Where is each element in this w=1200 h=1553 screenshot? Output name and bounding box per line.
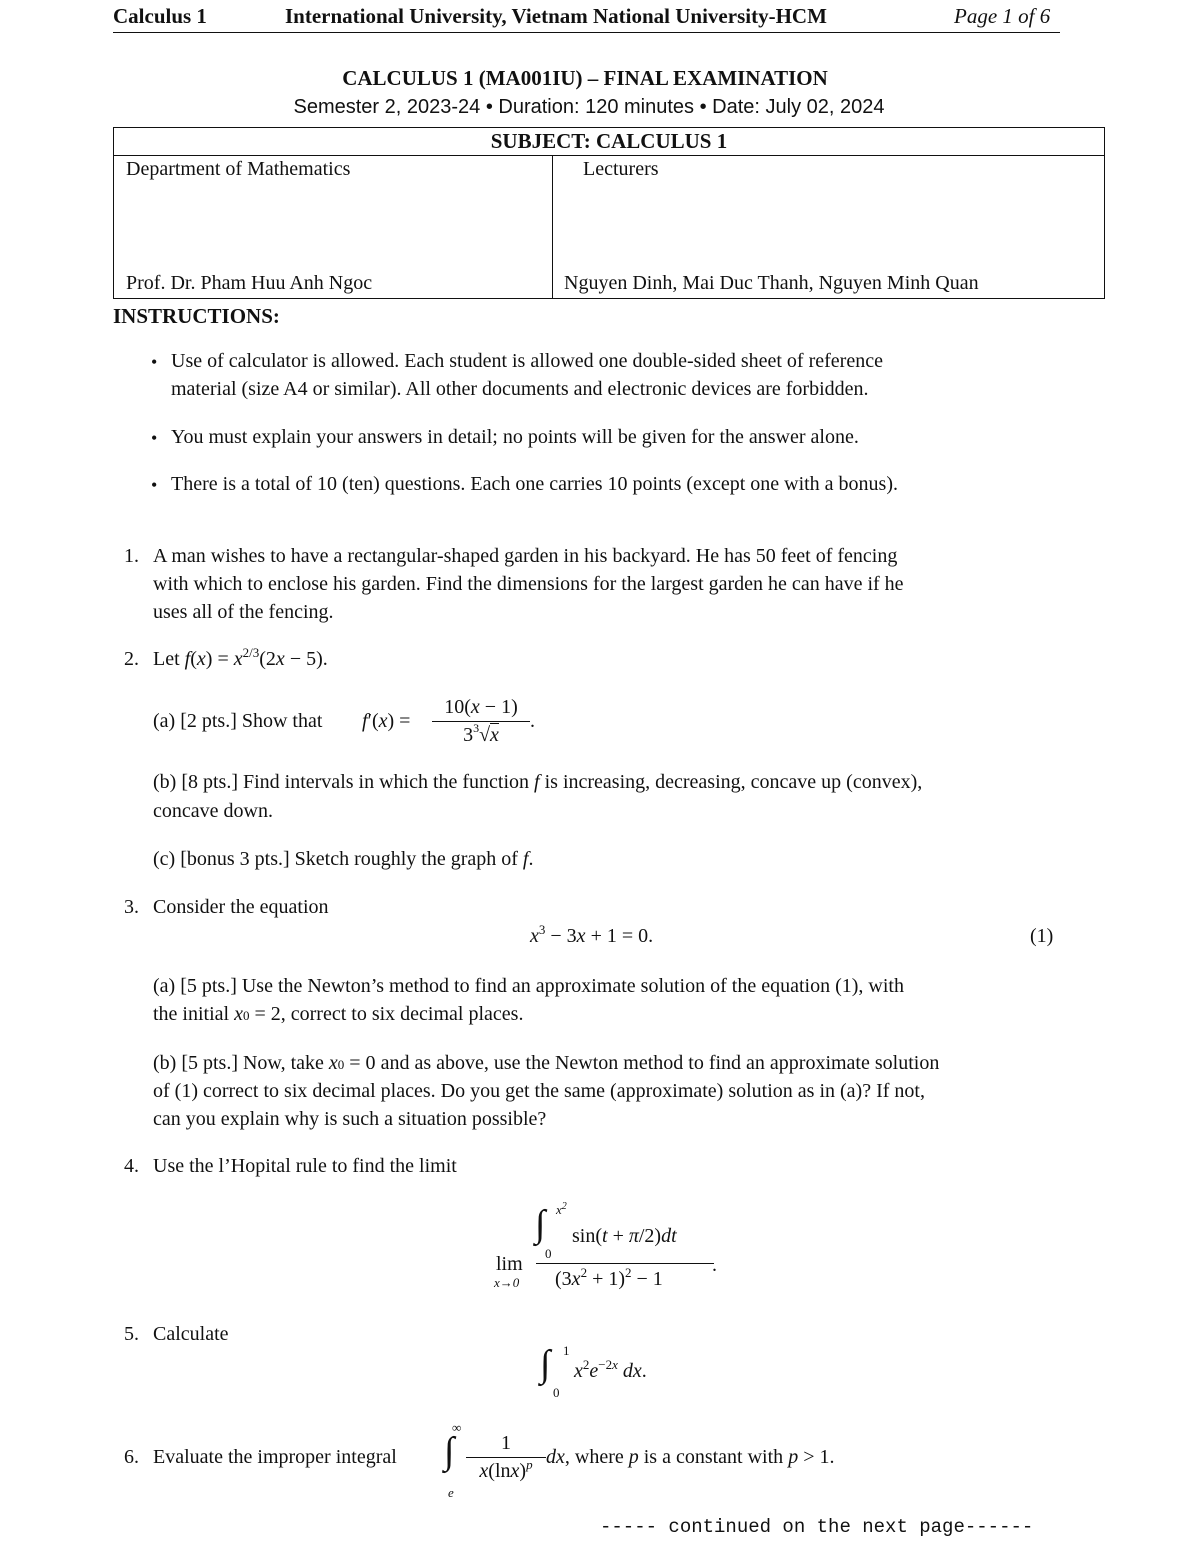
department-head: Prof. Dr. Pham Huu Anh Ngoc [126,272,373,294]
q6-integral-sign: ∫ [444,1430,455,1472]
q6-upper-limit: ∞ [452,1420,462,1435]
q2c-line: (c) [bonus 3 pts.] Sketch roughly the graph of f. [153,848,534,870]
q2a-derivative-lhs: f′(x) = [362,710,411,732]
q5-integrand: $x^2e^{-2x}$ dx. [574,1357,647,1382]
q2c-text: (c) [bonus 3 pts.] Sketch roughly the graph of [153,848,518,870]
q4-integral-sign: ∫ [535,1203,546,1245]
q6-tail [546,1446,834,1469]
exam-subtitle: Semester 2, 2023-24 • Duration: 120 minutes • Date: July 02, 2024 [293,96,885,118]
fraction-bar [432,721,530,722]
q3a-line: (a) [5 pts.] Use the Newton’s method to find an approximate solution of the equation (1), with [153,975,904,997]
q2-function-formula: $f(x) = x^{2/3}(2x - 5)$. [184,645,328,670]
q2b-text: is increasing, decreasing, concave up (convex), [544,771,923,793]
instructions-heading: INSTRUCTIONS: [113,304,280,328]
exam-title: CALCULUS 1 (MA001IU) – FINAL EXAMINATION [342,66,828,90]
q5-upper-limit: 1 [563,1343,570,1358]
bullet-icon: • [151,475,158,495]
q6-tail-text: is a constant with [643,1446,784,1468]
q6-tail-text: , where [564,1446,624,1468]
q2a-label: (a) [2 pts.] Show that [153,710,323,732]
q2a-denominator: $3^3√x$ [463,721,499,746]
lecturers-label: Lecturers [583,158,659,180]
q3b-text: and as above, use the Newton method to find an approximate solution [380,1052,940,1074]
q3b-line: can you explain why is such a situation possible? [153,1108,547,1130]
continued-note: ----- continued on the next page------ [600,1516,1034,1538]
bullet-icon: • [151,428,158,448]
q4-integrand: sin(t + π/2)dt [572,1225,677,1247]
instruction-line: There is a total of 10 (ten) questions. Each one carries 10 points (except one with a bonus). [171,473,899,495]
subject-table [113,127,1105,299]
q4-lim-subscript: x→0 [494,1275,520,1290]
q3a-text: , correct to six decimal places. [280,1003,524,1025]
q3a-initial-value: x0 = 2 [234,1003,281,1025]
q5-integral-sign: ∫ [540,1343,551,1385]
q6-intro: Evaluate the improper integral [153,1446,397,1468]
fraction-bar [466,1457,546,1458]
q4-lower-limit: 0 [545,1246,552,1261]
q4-lim-symbol: lim [496,1253,523,1275]
header-course: Calculus 1 [113,4,207,28]
q6-denominator: $x(\ln x)^p$ [479,1457,533,1482]
header-rule [113,32,1060,33]
question-number: 6. [124,1446,139,1468]
instruction-line: material (size A4 or similar). All other documents and electronic devices are forbidden. [171,378,869,400]
q2a-numerator: 10(x − 1) [444,696,518,718]
q6-lower-limit: e [448,1485,454,1500]
q5-lower-limit: 0 [553,1385,560,1400]
fraction-bar [536,1263,714,1264]
instruction-line: Use of calculator is allowed. Each student is allowed one double-sided sheet of reference [171,350,883,372]
subject-cell: SUBJECT: CALCULUS 1 [114,128,1105,156]
q3b-line [153,1052,939,1075]
q3-equation-number: (1) [1030,925,1054,947]
q3a-line [153,1003,523,1026]
question-number: 2. [124,648,139,670]
q6-numerator: 1 [501,1432,511,1454]
q4-upper-limit: $x^2$ [556,1201,567,1217]
q6-dx: dx [546,1446,565,1468]
question-number: 1. [124,545,139,567]
q2b-symbol: f [534,771,540,793]
lecturers-names: Nguyen Dinh, Mai Duc Thanh, Nguyen Minh Quan [564,272,979,294]
q3b-initial-value: x0 = 0 [328,1052,376,1074]
header-page-number: Page 1 of 6 [954,4,1051,28]
bullet-icon: • [151,352,158,372]
question-number: 5. [124,1323,139,1345]
q1-line: with which to enclose his garden. Find the dimensions for the largest garden he can have if he [153,573,904,595]
q3-equation: $x^3 - 3x + 1 = 0$. [530,922,654,947]
header-university: International University, Vietnam National University-HCM [285,4,827,28]
department-label: Department of Mathematics [126,158,351,180]
q3b-line: of (1) correct to six decimal places. Do you get the same (approximate) solution as in (a)? If not, [153,1080,925,1102]
q6-p-symbol: p [628,1446,639,1468]
q2a-derivative-fraction [432,696,530,747]
instruction-line: You must explain your answers in detail; no points will be given for the answer alone. [171,426,859,448]
q2b-text: (b) [8 pts.] Find intervals in which the function [153,771,530,793]
q5-intro: Calculate [153,1323,229,1345]
department-cell [114,156,553,299]
q1-line: uses all of the fencing. [153,601,334,623]
q2-intro-text: Let [153,648,180,670]
question-number: 4. [124,1155,139,1177]
q1-line: A man wishes to have a rectangular-shaped garden in his backyard. He has 50 feet of fencing [153,545,898,567]
q2b-line [153,771,922,794]
q4-intro: Use the l’Hopital rule to find the limit [153,1155,457,1177]
q4-denominator: $(3x^2 + 1)^2 - 1$ [555,1265,663,1290]
q2a-period: . [530,710,535,732]
lecturers-cell [553,156,1105,299]
question-number: 3. [124,896,139,918]
q3b-text: (b) [5 pts.] Now, take [153,1052,324,1074]
q2c-symbol: f [522,848,529,870]
q2-intro [153,645,328,671]
q4-period: . [712,1254,717,1276]
q3a-text: the initial [153,1003,230,1025]
q2b-line: concave down. [153,800,273,822]
q6-fraction [466,1432,546,1483]
q3-intro: Consider the equation [153,896,329,918]
q6-condition: p > 1. [788,1446,835,1468]
